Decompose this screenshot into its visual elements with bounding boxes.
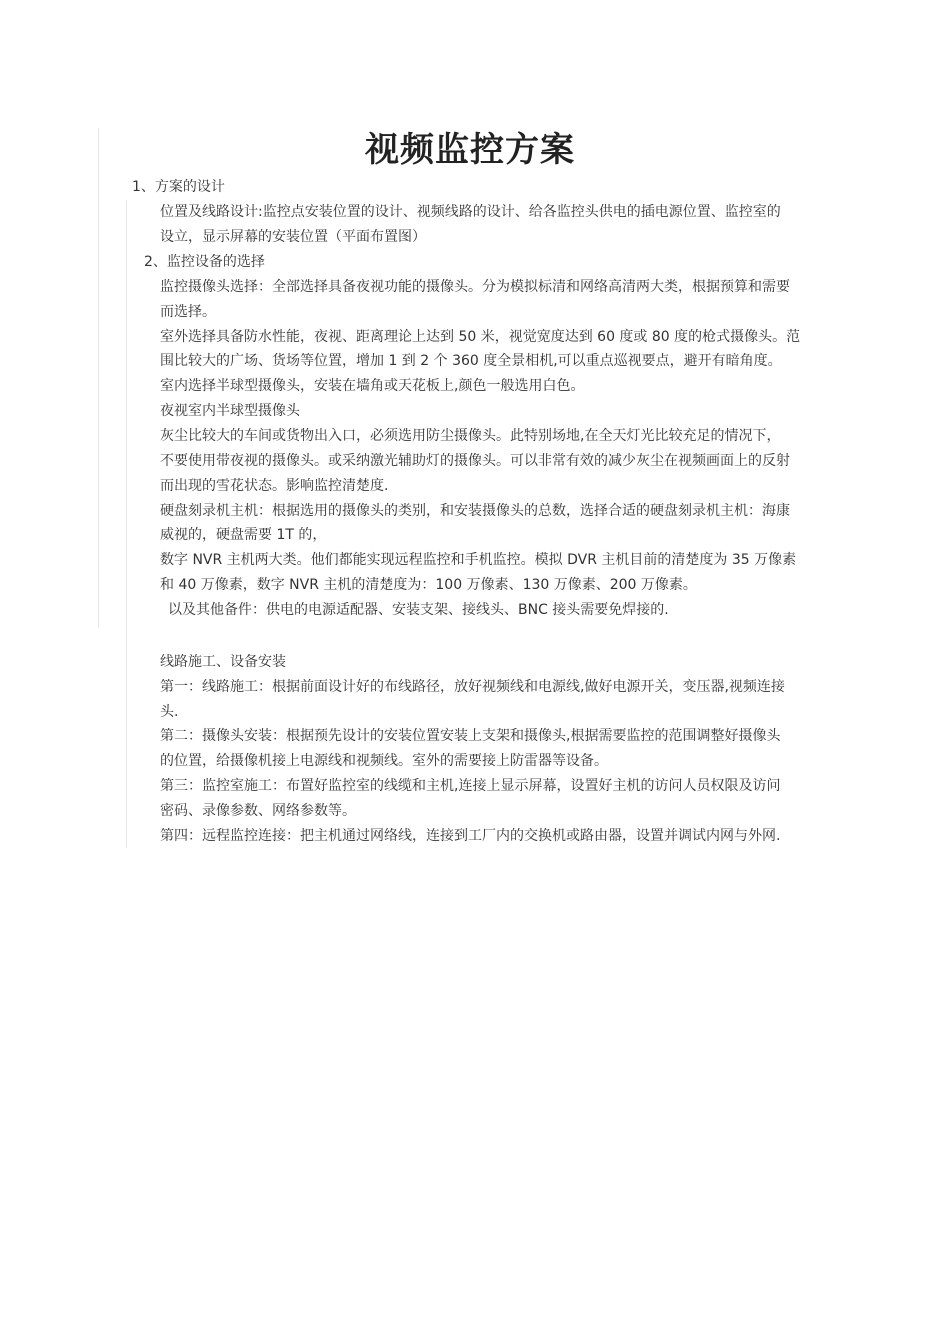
install-body-line: 密码、录像参数、网络参数等。 bbox=[160, 803, 356, 819]
equipment-body-line: 数字 NVR 主机两大类。他们都能实现远程监控和手机监控。模拟 DVR 主机目前的清楚度为 35 万像素 bbox=[160, 552, 797, 568]
equipment-body-line: 围比较大的广场、货场等位置，增加 1 到 2 个 360 度全景相机,可以重点巡视要点，避开有暗角度。 bbox=[160, 353, 782, 369]
equipment-body-line: 和 40 万像素，数字 NVR 主机的清楚度为：100 万像素、130 万像素、200 万像素。 bbox=[160, 577, 697, 593]
install-body-line: 第三：监控室施工：布置好监控室的线缆和主机,连接上显示屏幕，设置好主机的访问人员权限及访问 bbox=[160, 778, 781, 794]
install-body-line: 的位置，给摄像机接上电源线和视频线。室外的需要接上防雷器等设备。 bbox=[160, 753, 608, 769]
equipment-body-line: 以及其他备件：供电的电源适配器、安装支架、接线头、BNC 接头需要免焊接的. bbox=[168, 602, 669, 618]
page-title: 视频监控方案 bbox=[365, 130, 575, 170]
design-body-line: 位置及线路设计:监控点安装位置的设计、视频线路的设计、给各监控头供电的插电源位置、监控室的 bbox=[160, 204, 781, 220]
equipment-body-line: 室内选择半球型摄像头，安装在墙角或天花板上,颜色一般选用白色。 bbox=[160, 378, 585, 394]
equipment-body-line: 威视的，硬盘需要 1T 的， bbox=[160, 527, 327, 543]
inner-margin-rule bbox=[126, 200, 127, 848]
design-body-line: 设立，显示屏幕的安装位置（平面布置图） bbox=[160, 229, 426, 245]
equipment-body-line: 而选择。 bbox=[160, 304, 216, 320]
left-margin-rule bbox=[98, 128, 99, 628]
equipment-body-line: 室外选择具备防水性能，夜视、距离理论上达到 50 米，视觉宽度达到 60 度或 80 度的枪式摄像头。范 bbox=[160, 329, 801, 345]
equipment-body-line: 而出现的雪花状态。影响监控清楚度. bbox=[160, 478, 389, 494]
section-heading-install: 线路施工、设备安装 bbox=[160, 654, 286, 670]
section-heading-design: 1、方案的设计 bbox=[132, 179, 225, 195]
equipment-body-line: 硬盘刻录机主机：根据选用的摄像头的类别，和安装摄像头的总数，选择合适的硬盘刻录机主机：海康 bbox=[160, 503, 790, 519]
equipment-body-line: 监控摄像头选择：全部选择具备夜视功能的摄像头。分为模拟标清和网络高清两大类，根据预算和需要 bbox=[160, 279, 790, 295]
install-body-line: 第四：远程监控连接：把主机通过网络线，连接到工厂内的交换机或路由器，设置并调试内网与外网. bbox=[160, 828, 781, 844]
equipment-body-line: 夜视室内半球型摄像头 bbox=[160, 403, 300, 419]
install-body-line: 头. bbox=[160, 704, 179, 720]
install-body-line: 第二：摄像头安装：根据预先设计的安装位置安装上支架和摄像头,根据需要监控的范围调整好摄像头 bbox=[160, 728, 781, 744]
equipment-body-line: 灰尘比较大的车间或货物出入口，必须选用防尘摄像头。此特别场地,在全天灯光比较充足的情况下， bbox=[160, 428, 781, 444]
section-heading-equipment: 2、监控设备的选择 bbox=[144, 254, 265, 270]
install-body-line: 第一：线路施工：根据前面设计好的布线路径，放好视频线和电源线,做好电源开关，变压器,视频连接 bbox=[160, 679, 785, 695]
equipment-body-line: 不要使用带夜视的摄像头。或采纳激光辅助灯的摄像头。可以非常有效的减少灰尘在视频画面上的反射 bbox=[160, 453, 790, 469]
